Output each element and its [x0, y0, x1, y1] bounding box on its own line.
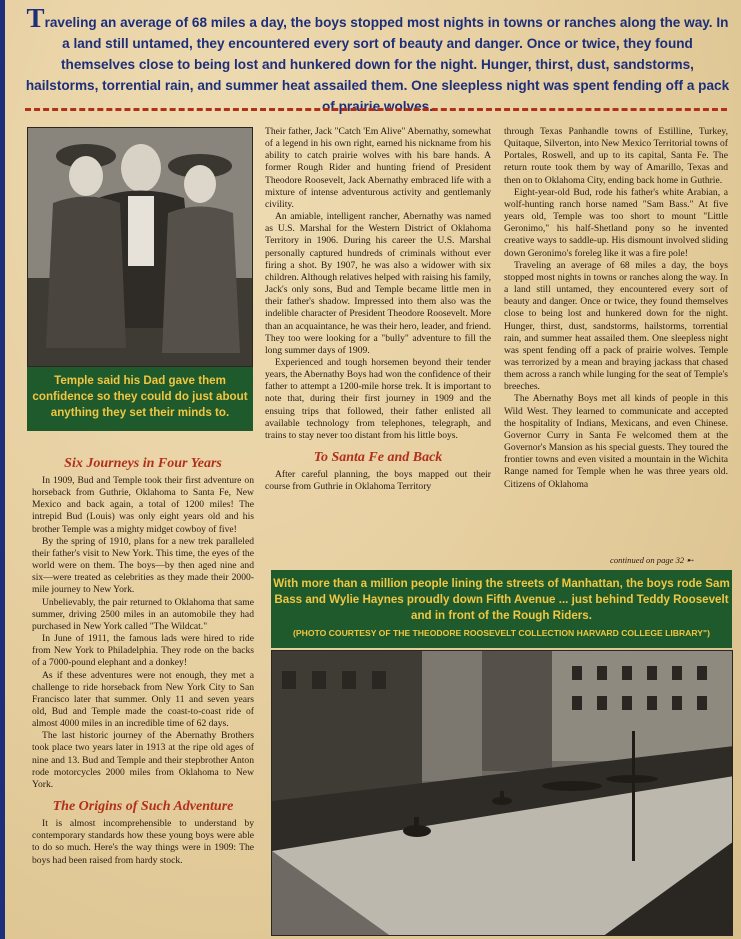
paragraph: It is almost incomprehensible to understand by contemporary standards how these young boys were able to do so much. Here's the way things were in 1909: The boys had been raised from hardy stock. [32, 818, 254, 866]
paragraph: Eight-year-old Bud, rode his father's white Arabian, a wolf-hunting ranch horse named "Sam Bass." At five years old, Temple was too short to mount "Little Geronimo," his half-Shetland pony so he invented creative ways to saddle-up. His dismount involved sliding down Geronimo's foreleg like it was a fire pole! [504, 186, 728, 259]
photo2-caption-text: With more than a million people lining the streets of Manhattan, the boys rode Sam Bass and Wylie Haynes proudly down Fifth Avenue ... just behind Teddy Roosevelt and in front of the Rough Riders. [273, 577, 730, 622]
paragraph: As if these adventures were not enough, they met a challenge to ride horseback from New York City to San Francisco later that summer. Only 11 and seven years old, Bud and Temple made the coast-to-coast ride of almost 4000 miles in an incredible time of 62 days. [32, 669, 254, 730]
heading-six-journeys: Six Journeys in Four Years [64, 456, 222, 471]
article-column-2 [265, 126, 491, 493]
intro-pull-quote [25, 3, 730, 117]
photo2-credit: (PHOTO COURTESY OF THE THEODORE ROOSEVELT COLLECTION HARVARD COLLEGE LIBRARY") [293, 628, 710, 638]
article-column-3 [504, 126, 728, 491]
paragraph: Traveling an average of 68 miles a day, the boys stopped most nights in towns or ranches along the way. In a land still untamed, they encountered every sort of beauty and danger. Once or twice, they found themselves close to being lost and hunkered down for the night. Hunger, thirst, dust, sandstorms, hailstorms, torrential rain, and summer heat assailed them. One sleepless night was spent fending off a pack of prairie wolves. Temple was terrorized by a mean and braying jackass that chased them across a ranch while lunging for the seat of Temple's breeches. [504, 259, 728, 393]
heading-santa-fe: To Santa Fe and Back [313, 450, 443, 466]
photo2-caption [271, 570, 732, 648]
heading-origins: The Origins of Such Adventure [52, 799, 234, 815]
intro-text: raveling an average of 68 miles a day, the boys stopped most nights in towns or ranches along the way. In a land still untamed, they encountered every sort of beauty and danger. Once or twice, they found themselves close to being lost and hunkered down for the night. Hunger, thirst, dust, sandstorms, hailstorms, torrential rain, and summer heat assailed them. One sleepless night was spent fending off a pack of prairie wolves. [25, 15, 730, 114]
photo-fifth-avenue-parade [271, 650, 733, 936]
paragraph: Their father, Jack "Catch 'Em Alive" Abernathy, somewhat of a legend in his own right, earned his nickname from his ability to catch prairie wolves with his bare hands. A former Rough Rider and hunting friend of President Theodore Roosevelt, Jack Abernathy embraced life with a mixture of intense adventurous activity and gentlemanly civility. [265, 126, 491, 210]
paragraph: By the spring of 1910, plans for a new trek paralleled their father's visit to New York. This time, the eyes of the world were on them. The boys—by then aged nine and six—were treated as celebrities as they made their 2000-mile journey to New York. [32, 535, 254, 596]
intro-drop-cap: T [26, 3, 45, 33]
paragraph: The last historic journey of the Abernathy Brothers took place two years later in 1913 at the ripe old ages of nine and 13. Bud and Temple and their stepbrother Anton rode motorcycles 2000 miles from Oklahoma to New York. [32, 730, 254, 790]
paragraph: An amiable, intelligent rancher, Abernathy was named as U.S. Marshal for the Western District of Oklahoma Territory in 1906. During his career the U.S. Marshal personally captured hundreds of criminals without ever firing a shot. By 1907, he was also a widower with six children. Although relatives helped with raising his family, Jack's only sons, Bud and Temple became little men in their father's shadow. Impressed into them also was the indelible character of President Theodore Roosevelt. More than an acquaintance, he was their hero, leader, and friend. They too were looking for a "bully" adventure to fill the long summer days of 1909. [265, 211, 491, 356]
paragraph: Unbelievably, the pair returned to Oklahoma that same summer, driving 2500 miles in an automobile they had purchased in New York called "The Wildcat." [32, 596, 254, 632]
article-column-1 [32, 456, 254, 867]
paragraph: In June of 1911, the famous lads were hired to ride from New York to Philadelphia. They rode on the backs of a 7000-pound elephant and a donkey! [32, 633, 254, 669]
photo-fifth-avenue-parade-graphic [272, 651, 733, 936]
paragraph: After careful planning, the boys mapped out their course from Guthrie in Oklahoma Territory [265, 469, 491, 493]
continued-note: continued on page 32 ➸ [610, 555, 694, 565]
dashed-divider [25, 108, 727, 111]
paragraph: through Texas Panhandle towns of Estilline, Turkey, Quitaque, Silverton, into New Mexico Territorial towns of Portales, Roswell, and up to its capital, Santa Fe. The return route took them by way of Amarillo, Texas and then on to Oklahoma City, ending back home in Guthrie. [504, 126, 728, 186]
photo1-caption: Temple said his Dad gave them confidence so they could do just about anything they set their minds to. [27, 367, 253, 431]
paragraph: The Abernathy Boys met all kinds of people in this Wild West. They learned to communicate and accepted the hospitality of Indians, Mexicans, and even Chinese. Governor Curry in Santa Fe welcomed them at the Governor's Mansion as his special guests. They toured the frontier towns and even visited a mountain in the Wichita Range named for Temple when he was three years old. Citizens of Oklahoma [504, 393, 728, 490]
photo-father-and-sons [27, 127, 253, 367]
photo-father-and-sons-graphic [28, 128, 253, 367]
paragraph: Experienced and tough horsemen beyond their tender years, the Abernathy Boys had won the confidence of their father to attempt a 1200-mile horse trek. It is important to note that, during their first journey in 1909 and the ensuing trips that followed, their father enlisted all available technology from telephones, telegraph, and trains to stay never too distant from his little boys. [265, 356, 491, 441]
paragraph: In 1909, Bud and Temple took their first adventure on horseback from Guthrie, Oklahoma to Santa Fe, New Mexico and back again, a total of 1200 miles! The intrepid Bud (Louis) was only eight years old and his brother Temple was a mighty midget cowboy of five! [32, 475, 254, 535]
